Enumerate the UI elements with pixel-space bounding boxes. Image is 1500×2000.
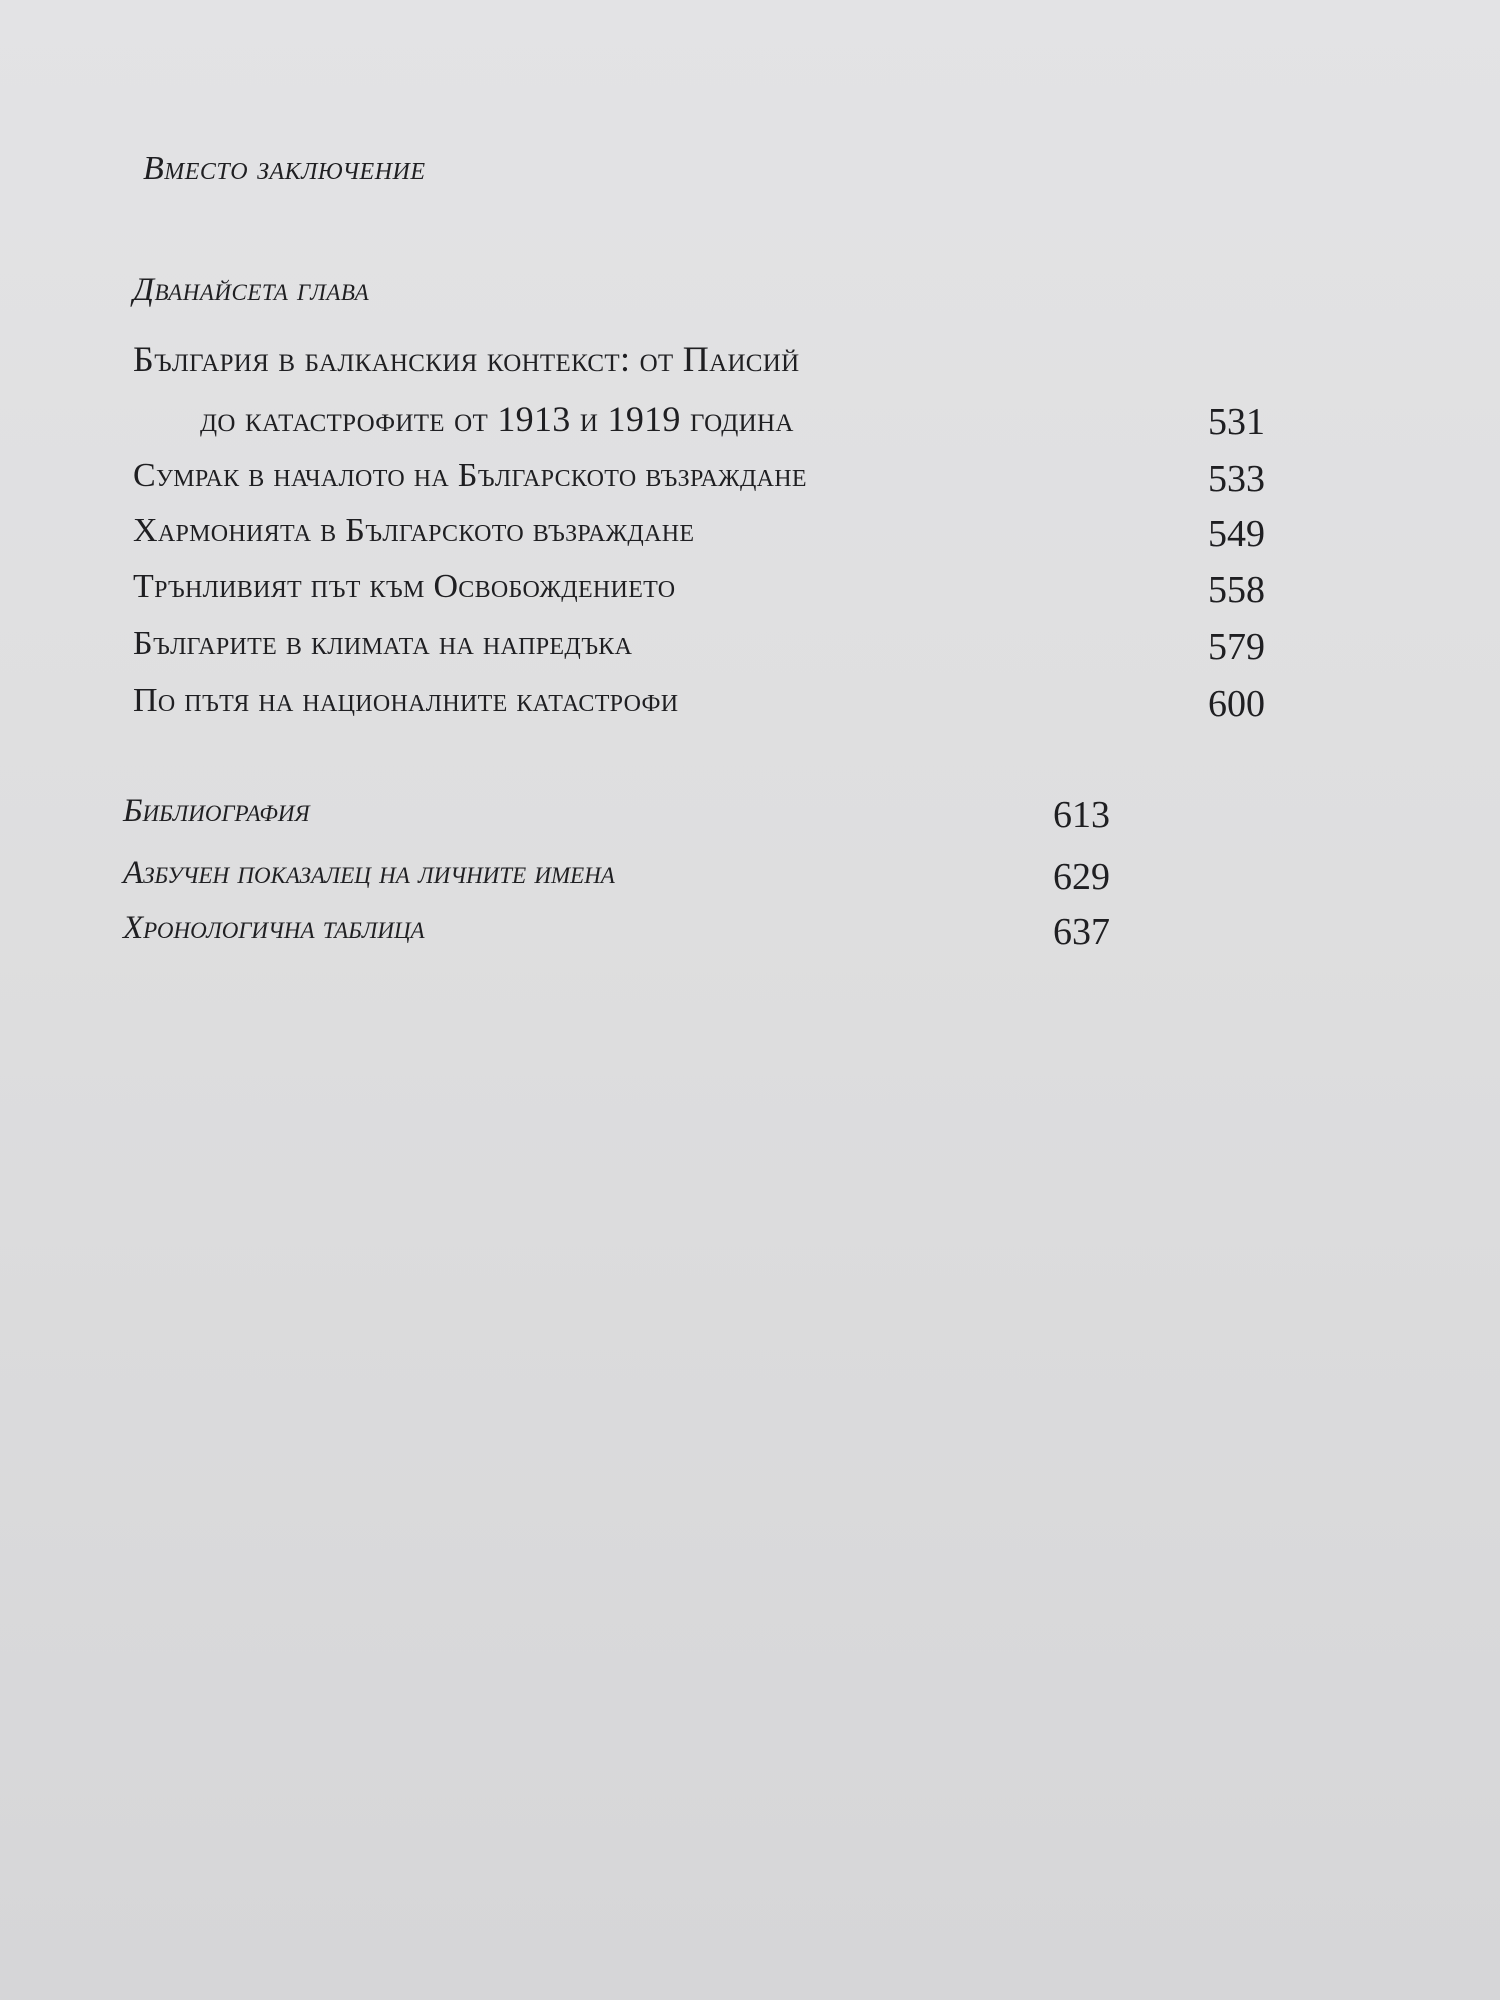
back-matter-title: Библиография: [123, 793, 310, 829]
chapter-title-line1: България в балканския контекст: от Паисий: [133, 339, 800, 379]
back-matter-title: Хронологична таблица: [123, 910, 425, 946]
back-matter-page: 613: [1053, 794, 1110, 836]
toc-entry-title: Сумрак в началото на Българското възраждане: [133, 457, 807, 494]
toc-entry-title: По пътя на националните катастрофи: [133, 682, 679, 719]
toc-entry-page: 558: [1208, 569, 1265, 611]
section-heading: Вместо заключение: [143, 150, 426, 187]
toc-entry-page: 579: [1208, 626, 1265, 668]
chapter-title-line2: до катастрофите от 1913 и 1919 година: [200, 399, 794, 439]
back-matter-title: Азбучен показалец на личните имена: [123, 855, 615, 891]
toc-entry-page: 533: [1208, 458, 1265, 500]
back-matter-page: 637: [1053, 911, 1110, 953]
toc-entry-title: Хармонията в Българското възраждане: [133, 512, 695, 549]
toc-entry-title: Българите в климата на напредъка: [133, 625, 633, 662]
toc-entry-page: 549: [1208, 513, 1265, 555]
toc-entry-page: 600: [1208, 683, 1265, 725]
back-matter-page: 629: [1053, 856, 1110, 898]
chapter-title-page: 531: [1208, 401, 1265, 443]
toc-entry-title: Трънливият път към Освобождението: [133, 568, 676, 605]
chapter-label: Дванайсета глава: [133, 272, 370, 308]
